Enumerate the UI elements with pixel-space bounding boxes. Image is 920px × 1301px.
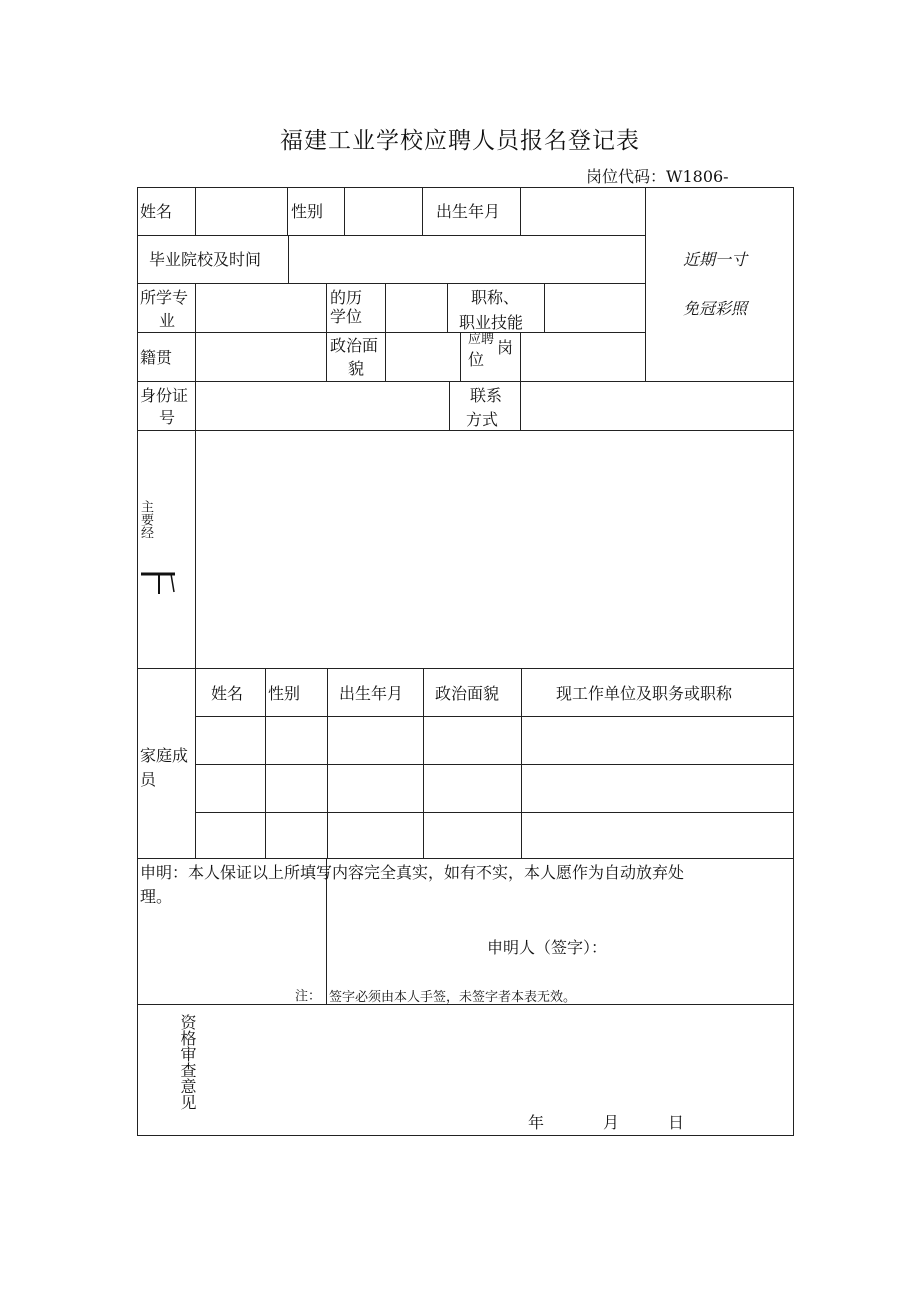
political-label-1: 政治面 bbox=[330, 336, 379, 355]
family-label-2: 员 bbox=[140, 770, 157, 789]
gender-label: 性别 bbox=[291, 202, 324, 221]
signer-label: 申明人（签字）： bbox=[487, 938, 608, 957]
family-header-work: 现工作单位及职务或职称 bbox=[556, 684, 733, 703]
degree-field[interactable] bbox=[388, 287, 445, 329]
id-label-2: 号 bbox=[159, 408, 176, 427]
contact-label-2: 方式 bbox=[466, 410, 499, 429]
political-field[interactable] bbox=[388, 336, 458, 378]
tee-mark-icon bbox=[139, 566, 179, 596]
signature-field[interactable] bbox=[630, 930, 780, 960]
gender-field[interactable] bbox=[347, 191, 421, 233]
review-year: 年 bbox=[528, 1113, 545, 1132]
family-row[interactable] bbox=[196, 813, 793, 857]
major-label-2: 业 bbox=[159, 311, 176, 330]
apply-label-3: 位 bbox=[468, 350, 485, 369]
title-label-2: 职业技能 bbox=[459, 313, 524, 332]
major-field[interactable] bbox=[198, 287, 324, 329]
resume-field[interactable] bbox=[198, 434, 791, 666]
declaration-text-1: 申明：本人保证以上所填写内容完全真实，如有不实，本人愿作为自动放弃处 bbox=[140, 863, 685, 882]
id-field[interactable] bbox=[198, 385, 446, 427]
school-label: 毕业院校及时间 bbox=[149, 250, 262, 269]
family-header-birth: 出生年月 bbox=[339, 684, 404, 703]
contact-label-1: 联系 bbox=[470, 386, 503, 405]
id-label-1: 身份证 bbox=[140, 386, 189, 405]
title-label-1: 职称、 bbox=[471, 288, 520, 307]
review-label: 资格审查意见 bbox=[178, 1014, 197, 1110]
family-label-1: 家庭成 bbox=[140, 746, 189, 765]
political-label-2: 貌 bbox=[348, 359, 365, 378]
apply-field[interactable] bbox=[523, 336, 643, 378]
note-text: 签字必须由本人手签，未签字者本表无效。 bbox=[329, 990, 577, 1005]
photo-hint-line1: 近期一寸 bbox=[683, 250, 748, 269]
note-label: 注： bbox=[295, 989, 322, 1004]
review-month: 月 bbox=[603, 1113, 620, 1132]
name-label: 姓名 bbox=[140, 202, 173, 221]
family-row[interactable] bbox=[196, 765, 793, 811]
apply-label-1: 应聘 bbox=[468, 332, 495, 347]
family-header-gender: 性别 bbox=[268, 684, 301, 703]
major-label-1: 所学专 bbox=[140, 288, 189, 307]
birth-label: 出生年月 bbox=[436, 202, 501, 221]
apply-label-2: 岗 bbox=[497, 338, 514, 357]
family-row[interactable] bbox=[196, 717, 793, 763]
native-label: 籍贯 bbox=[140, 348, 173, 367]
name-field[interactable] bbox=[198, 191, 286, 233]
family-header-name: 姓名 bbox=[211, 684, 244, 703]
position-code-value: W1806- bbox=[666, 167, 729, 186]
review-day: 日 bbox=[668, 1113, 685, 1132]
family-header-political: 政治面貌 bbox=[435, 684, 500, 703]
contact-field[interactable] bbox=[523, 385, 791, 427]
resume-label: 主要经 bbox=[138, 500, 153, 539]
position-code bbox=[586, 164, 729, 187]
review-field[interactable] bbox=[195, 1010, 785, 1110]
declaration-text-2: 理。 bbox=[140, 887, 173, 906]
photo-hint-line2: 免冠彩照 bbox=[683, 299, 748, 318]
degree-label-2: 学位 bbox=[330, 307, 363, 326]
school-field[interactable] bbox=[291, 239, 641, 281]
degree-label-1: 的历 bbox=[330, 288, 363, 307]
title-field[interactable] bbox=[547, 287, 643, 329]
page-title: 福建工业学校应聘人员报名登记表 bbox=[280, 128, 640, 154]
position-code-label: 岗位代码： bbox=[586, 167, 667, 186]
birth-field[interactable] bbox=[523, 191, 643, 233]
native-field[interactable] bbox=[198, 336, 324, 378]
